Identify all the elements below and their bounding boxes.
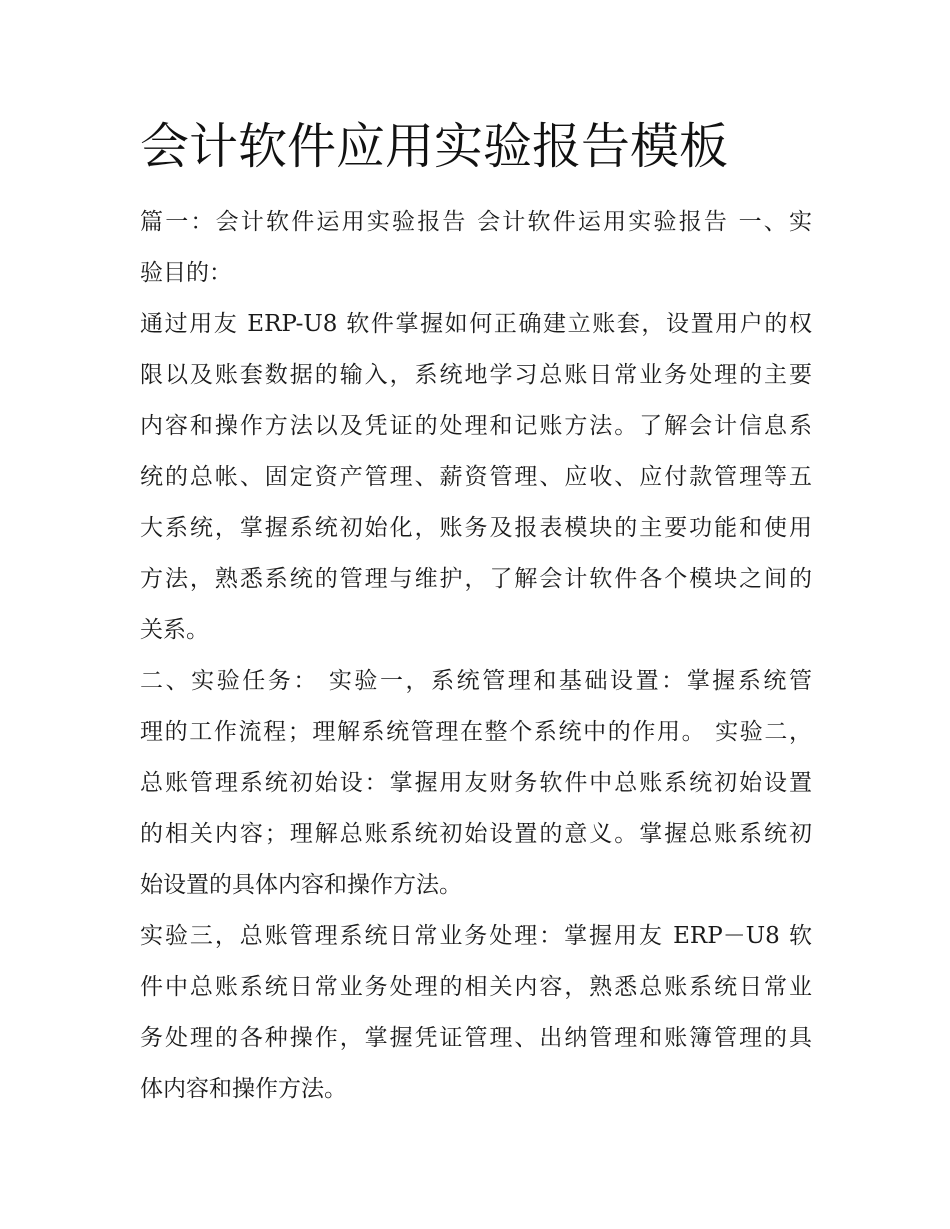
text-line: 体内容和操作方法。 <box>140 1076 347 1102</box>
document-title: 会计软件应用实验报告模板 <box>140 118 729 175</box>
text-line: 篇一：会计软件运用实验报告 会计软件运用实验报告 一、实 <box>140 209 812 235</box>
paragraph-tasks <box>140 656 812 911</box>
text-line: 统的总帐、固定资产管理、薪资管理、应收、应付款管理等五 <box>140 464 812 490</box>
text-line: 内容和操作方法以及凭证的处理和记账方法。了解会计信息系 <box>140 413 812 439</box>
text-line: 方法，熟悉系统的管理与维护，了解会计软件各个模块之间的 <box>140 566 812 592</box>
text-line: 验目的： <box>140 260 232 286</box>
document-body <box>140 197 812 1115</box>
text-line: 关系。 <box>140 617 209 643</box>
text-line: 的相关内容；理解总账系统初始设置的意义。掌握总账系统初 <box>140 821 812 847</box>
text-line: 始设置的具体内容和操作方法。 <box>140 872 462 898</box>
paragraph-intro <box>140 197 812 299</box>
text-line: 务处理的各种操作，掌握凭证管理、出纳管理和账簿管理的具 <box>140 1025 812 1051</box>
text-line: 理的工作流程；理解系统管理在整个系统中的作用。 实验二， <box>140 719 812 745</box>
text-line: 总账管理系统初始设：掌握用友财务软件中总账系统初始设置 <box>140 770 812 796</box>
text-line: 二、实验任务： 实验一，系统管理和基础设置：掌握系统管 <box>140 668 812 694</box>
text-line: 件中总账系统日常业务处理的相关内容，熟悉总账系统日常业 <box>140 974 812 1000</box>
text-line: 通过用友 ERP-U8 软件掌握如何正确建立账套，设置用户的权 <box>140 311 812 337</box>
text-line: 限以及账套数据的输入，系统地学习总账日常业务处理的主要 <box>140 362 812 388</box>
text-line: 大系统，掌握系统初始化，账务及报表模块的主要功能和使用 <box>140 515 812 541</box>
paragraph-purpose <box>140 299 812 656</box>
paragraph-experiment-three <box>140 911 812 1115</box>
text-line: 实验三，总账管理系统日常业务处理：掌握用友 ERP－U8 软 <box>140 923 812 949</box>
